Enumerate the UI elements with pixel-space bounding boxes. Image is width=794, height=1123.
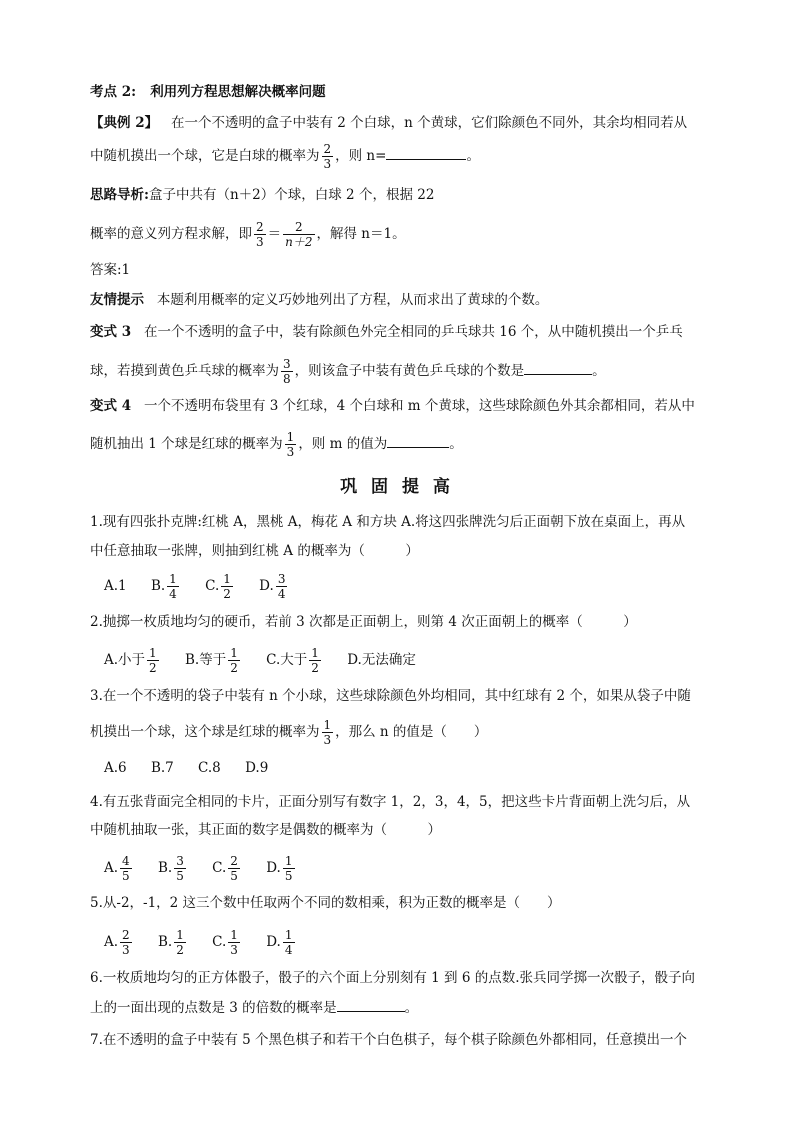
q6-end: 。 [404, 1000, 419, 1016]
q4-option-c [212, 854, 242, 883]
option-label: A. [104, 934, 119, 950]
fraction-numerator: 2 [122, 928, 130, 942]
fraction-numerator: 1 [223, 572, 231, 586]
fraction-numerator: 1 [284, 928, 293, 942]
q2-option-c [266, 646, 323, 675]
option-fraction [228, 854, 240, 883]
option-label: C. [212, 934, 227, 950]
section-title: 巩 固 提 高 [340, 477, 454, 497]
example2-line1 [90, 113, 714, 133]
kaodian-title: 利用列方程思想解决概率问题 [150, 84, 326, 100]
variant4-line2 [90, 430, 714, 459]
fraction-denominator: 8 [283, 372, 291, 386]
q3-option-b: B.7 [150, 760, 174, 776]
variant3-line1 [90, 322, 714, 342]
option-label: B.等于 [184, 652, 227, 668]
q1-options [104, 572, 309, 601]
kaodian-heading [90, 82, 714, 102]
option-fraction [283, 854, 295, 883]
option-label: B. [157, 860, 173, 876]
q4-option-d [266, 854, 296, 883]
q1-option-b [151, 572, 181, 601]
fraction-denominator [283, 234, 314, 249]
q4-line2: 中随机抽取一张，其正面的数字是偶数的概率为（ ） [90, 822, 441, 838]
q2-option-b [185, 646, 242, 675]
q3-fraction [322, 718, 334, 747]
analysis-text2a: 概率的意义列方程求解，即 [90, 226, 252, 242]
answer-line: 答案:1 [90, 262, 131, 278]
q3-options [104, 758, 288, 778]
q3-option-d: D.9 [245, 760, 269, 776]
option-value: 1 [118, 578, 127, 594]
variant3-text2b: ，则该盒子中装有黄色乒乓球的个数是 [294, 363, 525, 379]
q5-option-b [158, 928, 188, 957]
option-fraction [174, 854, 186, 883]
fraction-numerator: 1 [323, 718, 332, 732]
variant4-line1 [90, 396, 714, 416]
variant4-text1: 一个不透明布袋里有 3 个红球，4 个白球和 m 个黄球，这些球除颜色外其余都相同，若从中 [143, 398, 695, 414]
q6-line2 [90, 998, 714, 1018]
option-label: D. [259, 578, 274, 594]
analysis-label: 思路导析: [90, 187, 149, 203]
fraction-denominator: 3 [286, 445, 295, 459]
answer-blank [337, 999, 405, 1012]
fraction-denominator: 2 [149, 661, 157, 675]
example2-text1: 在一个不透明的盒子中装有 2 个白球，n 个黄球，它们除颜色不同外，其余均相同若从 [170, 115, 688, 131]
example2-end: 。 [466, 148, 480, 164]
analysis-line2 [90, 220, 714, 249]
fraction-numerator: 3 [277, 572, 286, 586]
option-label: A. [104, 860, 119, 876]
option-fraction [283, 928, 295, 957]
fraction-denominator: 4 [277, 587, 286, 601]
fraction-numerator: 4 [122, 854, 130, 868]
variant3-end: 。 [592, 363, 606, 379]
fraction-denominator: 2 [223, 587, 231, 601]
q5-options [104, 928, 317, 957]
example2-fraction [322, 142, 334, 171]
fraction-denominator: 2 [230, 661, 238, 675]
fraction-numerator: 2 [230, 854, 238, 868]
q1-option-c [205, 572, 235, 601]
option-label: B. [157, 934, 173, 950]
fraction-denominator-text: n＋2 [285, 235, 313, 249]
variant4-end: 。 [449, 436, 463, 452]
fraction-denominator: 3 [323, 733, 332, 747]
option-label: C. [205, 578, 220, 594]
answer-blank [524, 362, 592, 375]
option-label: A. [104, 578, 119, 594]
q3-text2a: 机摸出一个球，这个球是红球的概率为 [90, 724, 320, 740]
fraction-numerator: 1 [230, 928, 238, 942]
fraction-numerator: 2 [323, 142, 332, 156]
variant4-text2a: 随机抽出 1 个球是红球的概率为 [90, 436, 283, 452]
q6-text2a: 上的一面出现的点数是 3 的倍数的概率是 [90, 1000, 337, 1016]
q4-option-b [158, 854, 188, 883]
q3-line1: 3.在一个不透明的袋子中装有 n 个小球，这些球除颜色外均相同，其中红球有 2 个，如果从袋子中随 [90, 688, 691, 704]
example2-text2b: ，则 n= [335, 148, 387, 164]
q2-line1: 2.抛掷一枚质地均匀的硬币，若前 3 次都是正面朝上，则第 4 次正面朝上的概率（ ） [90, 614, 637, 630]
fraction-denominator: 3 [230, 943, 238, 957]
variant3-text1: 在一个不透明的盒子中，装有除颜色外完全相同的乒乓球共 16 个，从中随机摸出一个乒乓 [143, 324, 683, 340]
q3-text2b: ，那么 n 的值是（ ） [335, 724, 488, 740]
q4-line1: 4.有五张背面完全相同的卡片，正面分别写有数字 1，2，3，4，5，把这些卡片背面朝上洗匀后，从 [90, 794, 691, 810]
tip-line [90, 290, 714, 310]
fraction-numerator: 3 [283, 357, 291, 371]
q1-option-a [104, 576, 127, 596]
q5-line1: 5.从-2，-1，2 这三个数中任取两个不同的数相乘，积为正数的概率是（ ） [90, 895, 561, 911]
fraction-denominator: 5 [230, 869, 238, 883]
variant4-label: 变式 4 [90, 398, 132, 414]
fraction-numerator: 1 [176, 928, 184, 942]
option-label: C.大于 [266, 652, 308, 668]
fraction-denominator: 5 [176, 869, 184, 883]
kaodian-label: 考点 2: [90, 84, 137, 100]
fraction-numerator: 1 [169, 572, 177, 586]
option-label: B. [150, 578, 166, 594]
q2-option-a [104, 646, 161, 675]
q2-options [104, 646, 436, 675]
q4-option-a [104, 854, 134, 883]
fraction-denominator: 3 [256, 235, 264, 249]
fraction-numerator: 2 [256, 220, 264, 234]
q1-line1: 1.现有四张扑克牌:红桃 A，黑桃 A，梅花 A 和方块 A.将这四张牌洗匀后正面朝下放在桌面上，再从 [90, 514, 686, 530]
q3-option-c: C.8 [198, 760, 221, 776]
variant3-line2 [90, 357, 714, 386]
option-fraction [309, 646, 321, 675]
q1-option-d [259, 572, 289, 601]
tip-label: 友情提示 [90, 292, 144, 308]
option-label: D. [266, 860, 281, 876]
fraction-denominator: 5 [284, 869, 293, 883]
analysis-fraction-2 [283, 220, 314, 249]
variant4-fraction [285, 430, 297, 459]
fraction-denominator: 2 [311, 661, 319, 675]
fraction-numerator: 1 [284, 854, 293, 868]
q5-option-c [212, 928, 242, 957]
variant4-text2b: ，则 m 的值为 [298, 436, 388, 452]
q4-options [104, 854, 317, 883]
analysis-line1 [90, 185, 714, 205]
option-fraction [120, 928, 132, 957]
option-label: C. [212, 860, 227, 876]
fraction-numerator: 2 [295, 220, 303, 234]
fraction-denominator: 4 [284, 943, 293, 957]
q3-line2 [90, 718, 714, 747]
q7-line1: 7.在不透明的盒子中装有 5 个黑色棋子和若干个白色棋子，每个棋子除颜色外都相同，任意摸出一个 [90, 1032, 688, 1048]
example2-text2a: 中随机摸出一个球，它是白球的概率为 [90, 148, 320, 164]
fraction-denominator: 3 [122, 943, 130, 957]
fraction-denominator: 3 [323, 157, 332, 171]
variant3-text2a: 球，若摸到黄色乒乓球的概率为 [90, 363, 279, 379]
option-fraction [228, 646, 240, 675]
option-label: D.无法确定 [347, 652, 416, 668]
fraction-numerator: 1 [286, 430, 295, 444]
analysis-fraction-1 [254, 220, 266, 249]
q2-option-d [347, 650, 416, 670]
example2-line2 [90, 142, 714, 171]
tip-text: 本题利用概率的定义巧妙地列出了方程，从而求出了黄球的个数。 [156, 292, 549, 308]
fraction-numerator: 1 [149, 646, 157, 660]
option-fraction [221, 572, 233, 601]
q5-option-d [266, 928, 296, 957]
example2-tag: 【典例 2】 [90, 115, 159, 131]
q6-line1: 6.一枚质地均匀的正方体骰子，骰子的六个面上分别刻有 1 到 6 的点数.张兵同学掷一次骰子，骰子向 [90, 970, 696, 986]
variant3-label: 变式 3 [90, 324, 132, 340]
option-fraction [228, 928, 240, 957]
fraction-numerator: 1 [230, 646, 238, 660]
option-fraction [276, 572, 288, 601]
q3-option-a: A.6 [104, 760, 127, 776]
analysis-text1: 盒子中共有（n＋2）个球，白球 2 个，根据 22 [148, 187, 435, 203]
fraction-denominator: 4 [169, 587, 177, 601]
option-fraction [174, 928, 186, 957]
option-label: D. [266, 934, 281, 950]
fraction-denominator: 5 [122, 869, 130, 883]
fraction-numerator: 3 [176, 854, 184, 868]
fraction-denominator: 2 [176, 943, 184, 957]
variant3-fraction [281, 357, 293, 386]
answer-blank [386, 147, 466, 160]
analysis-text2b: ，解得 n＝1。 [316, 226, 406, 242]
equals-sign: ＝ [267, 226, 282, 242]
answer-blank [387, 435, 449, 448]
option-fraction [147, 646, 159, 675]
option-fraction [167, 572, 179, 601]
option-fraction [120, 854, 132, 883]
q5-option-a [104, 928, 134, 957]
q1-line2: 中任意抽取一张牌，则抽到红桃 A 的概率为（ ） [90, 543, 419, 559]
option-label: A.小于 [104, 652, 146, 668]
fraction-numerator: 1 [311, 646, 319, 660]
